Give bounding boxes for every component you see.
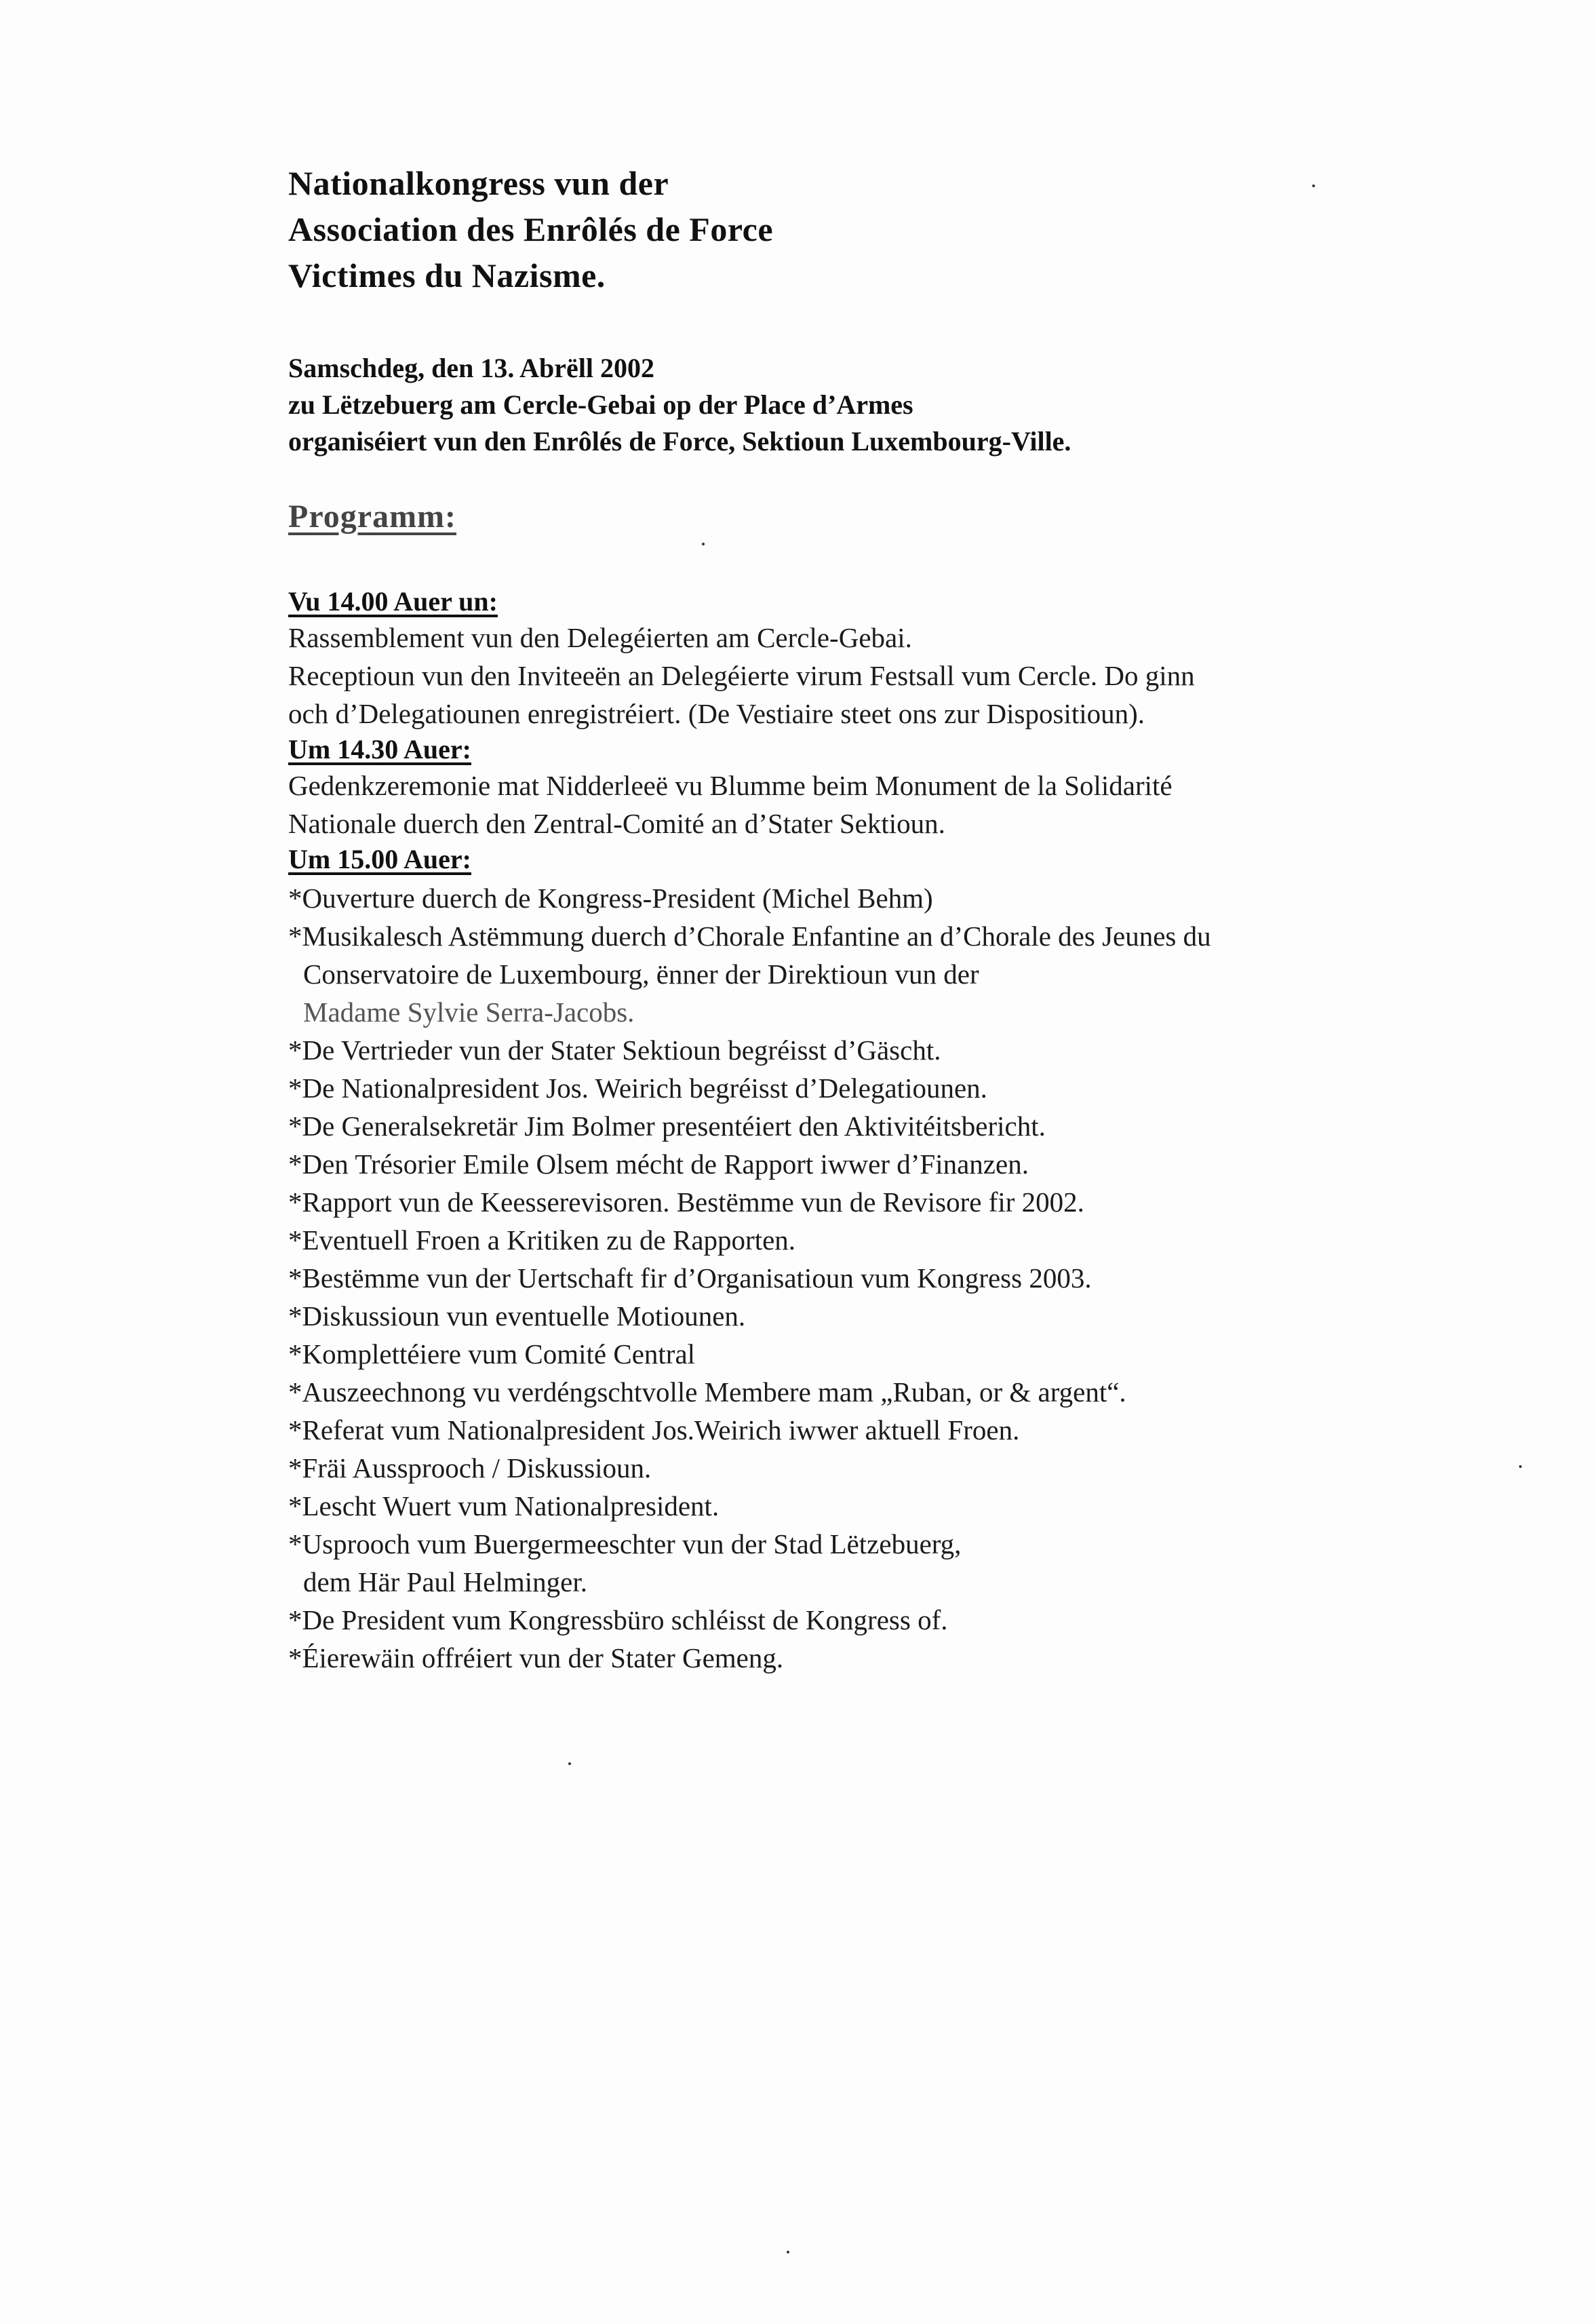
program-line: och d’Delegatiounen enregistréiert. (De Vestiaire steet ons zur Dispositioun).: [288, 698, 1145, 729]
agenda-item-continuation: dem Här Paul Helminger.: [303, 1566, 588, 1597]
agenda-item: *Referat vum Nationalpresident Jos.Weirich iwwer aktuell Froen.: [288, 1414, 1020, 1446]
agenda-item: *De Vertrieder vun der Stater Sektioun begréisst d’Gäscht.: [288, 1034, 941, 1066]
program-section: [288, 585, 1455, 733]
agenda-item: *Ouverture duerch de Kongress-President (Michel Behm): [288, 883, 933, 914]
agenda-item: *Bestëmme vun der Uertschaft fir d’Organisatioun vum Kongress 2003.: [288, 1262, 1092, 1294]
agenda-item: *Éierewäin offréiert vun der Stater Gemeng.: [288, 1642, 784, 1673]
event-date: Samschdeg, den 13. Abrëll 2002: [288, 353, 655, 383]
title-line: Association des Enrôlés de Force: [288, 210, 774, 248]
scan-speck: [702, 543, 705, 545]
program-line: Rassemblement vun den Delegéierten am Cercle-Gebai.: [288, 622, 912, 653]
agenda-item-continuation: Madame Sylvie Serra-Jacobs.: [303, 996, 635, 1028]
agenda-item-continuation: Conservatoire de Luxembourg, ënner der Direktioun vun der: [303, 958, 979, 990]
document-content: [288, 160, 1455, 1677]
agenda-item: *Fräi Aussprooch / Diskussioun.: [288, 1452, 652, 1484]
program-line: Receptioun vun den Inviteeën an Delegéierte virum Festsall vum Cercle. Do ginn: [288, 660, 1195, 691]
scan-speck: [1519, 1465, 1522, 1468]
section-time: Um 15.00 Auer:: [288, 844, 471, 874]
program-section: [288, 843, 1455, 1677]
section-time: Vu 14.00 Auer un:: [288, 586, 498, 617]
agenda-item: *Lescht Wuert vum Nationalpresident.: [288, 1490, 720, 1522]
agenda-item: *Komplettéiere vum Comité Central: [288, 1338, 696, 1370]
program-heading: Programm:: [288, 499, 457, 535]
program-line: Nationale duerch den Zentral-Comité an d’Stater Sektioun.: [288, 808, 945, 839]
agenda-item: *Auszeechnong vu verdéngschtvolle Membere mam „Ruban, or & argent“.: [288, 1376, 1126, 1408]
agenda-item: *Rapport vun de Keesserevisoren. Bestëmme vun de Revisore fir 2002.: [288, 1186, 1084, 1218]
agenda-item: *De Nationalpresident Jos. Weirich begréisst d’Delegatiounen.: [288, 1072, 987, 1104]
program-heading-wrapper: [288, 460, 1455, 537]
event-details: [288, 350, 1455, 460]
program-section: [288, 733, 1455, 843]
document-title: [288, 160, 1455, 298]
agenda-list: [288, 879, 1455, 1677]
agenda-item: *Musikalesch Astëmmung duerch d’Chorale Enfantine an d’Chorale des Jeunes du: [288, 921, 1211, 952]
scan-speck: [1312, 185, 1315, 187]
event-organizer: organiséiert vun den Enrôlés de Force, Sektioun Luxembourg-Ville.: [288, 426, 1071, 457]
agenda-item: *Den Trésorier Emile Olsem mécht de Rapport iwwer d’Finanzen.: [288, 1148, 1029, 1180]
scan-speck: [787, 2251, 789, 2253]
agenda-item: *Diskussioun vun eventuelle Motiounen.: [288, 1300, 746, 1332]
agenda-item: *De President vum Kongressbüro schléisst de Kongress of.: [288, 1604, 948, 1635]
title-line: Nationalkongress vun der: [288, 164, 669, 202]
program-line: Gedenkzeremonie mat Nidderleeë vu Blumme beim Monument de la Solidarité: [288, 770, 1173, 801]
section-time: Um 14.30 Auer:: [288, 734, 471, 764]
event-location: zu Lëtzebuerg am Cercle-Gebai op der Place d’Armes: [288, 389, 913, 420]
scan-speck: [568, 1762, 571, 1765]
agenda-item: *De Generalsekretär Jim Bolmer presentéiert den Aktivitéitsbericht.: [288, 1110, 1046, 1142]
agenda-item: *Eventuell Froen a Kritiken zu de Rapporten.: [288, 1224, 796, 1256]
agenda-item: *Usprooch vum Buergermeeschter vun der Stad Lëtzebuerg,: [288, 1528, 962, 1560]
title-line: Victimes du Nazisme.: [288, 256, 606, 294]
